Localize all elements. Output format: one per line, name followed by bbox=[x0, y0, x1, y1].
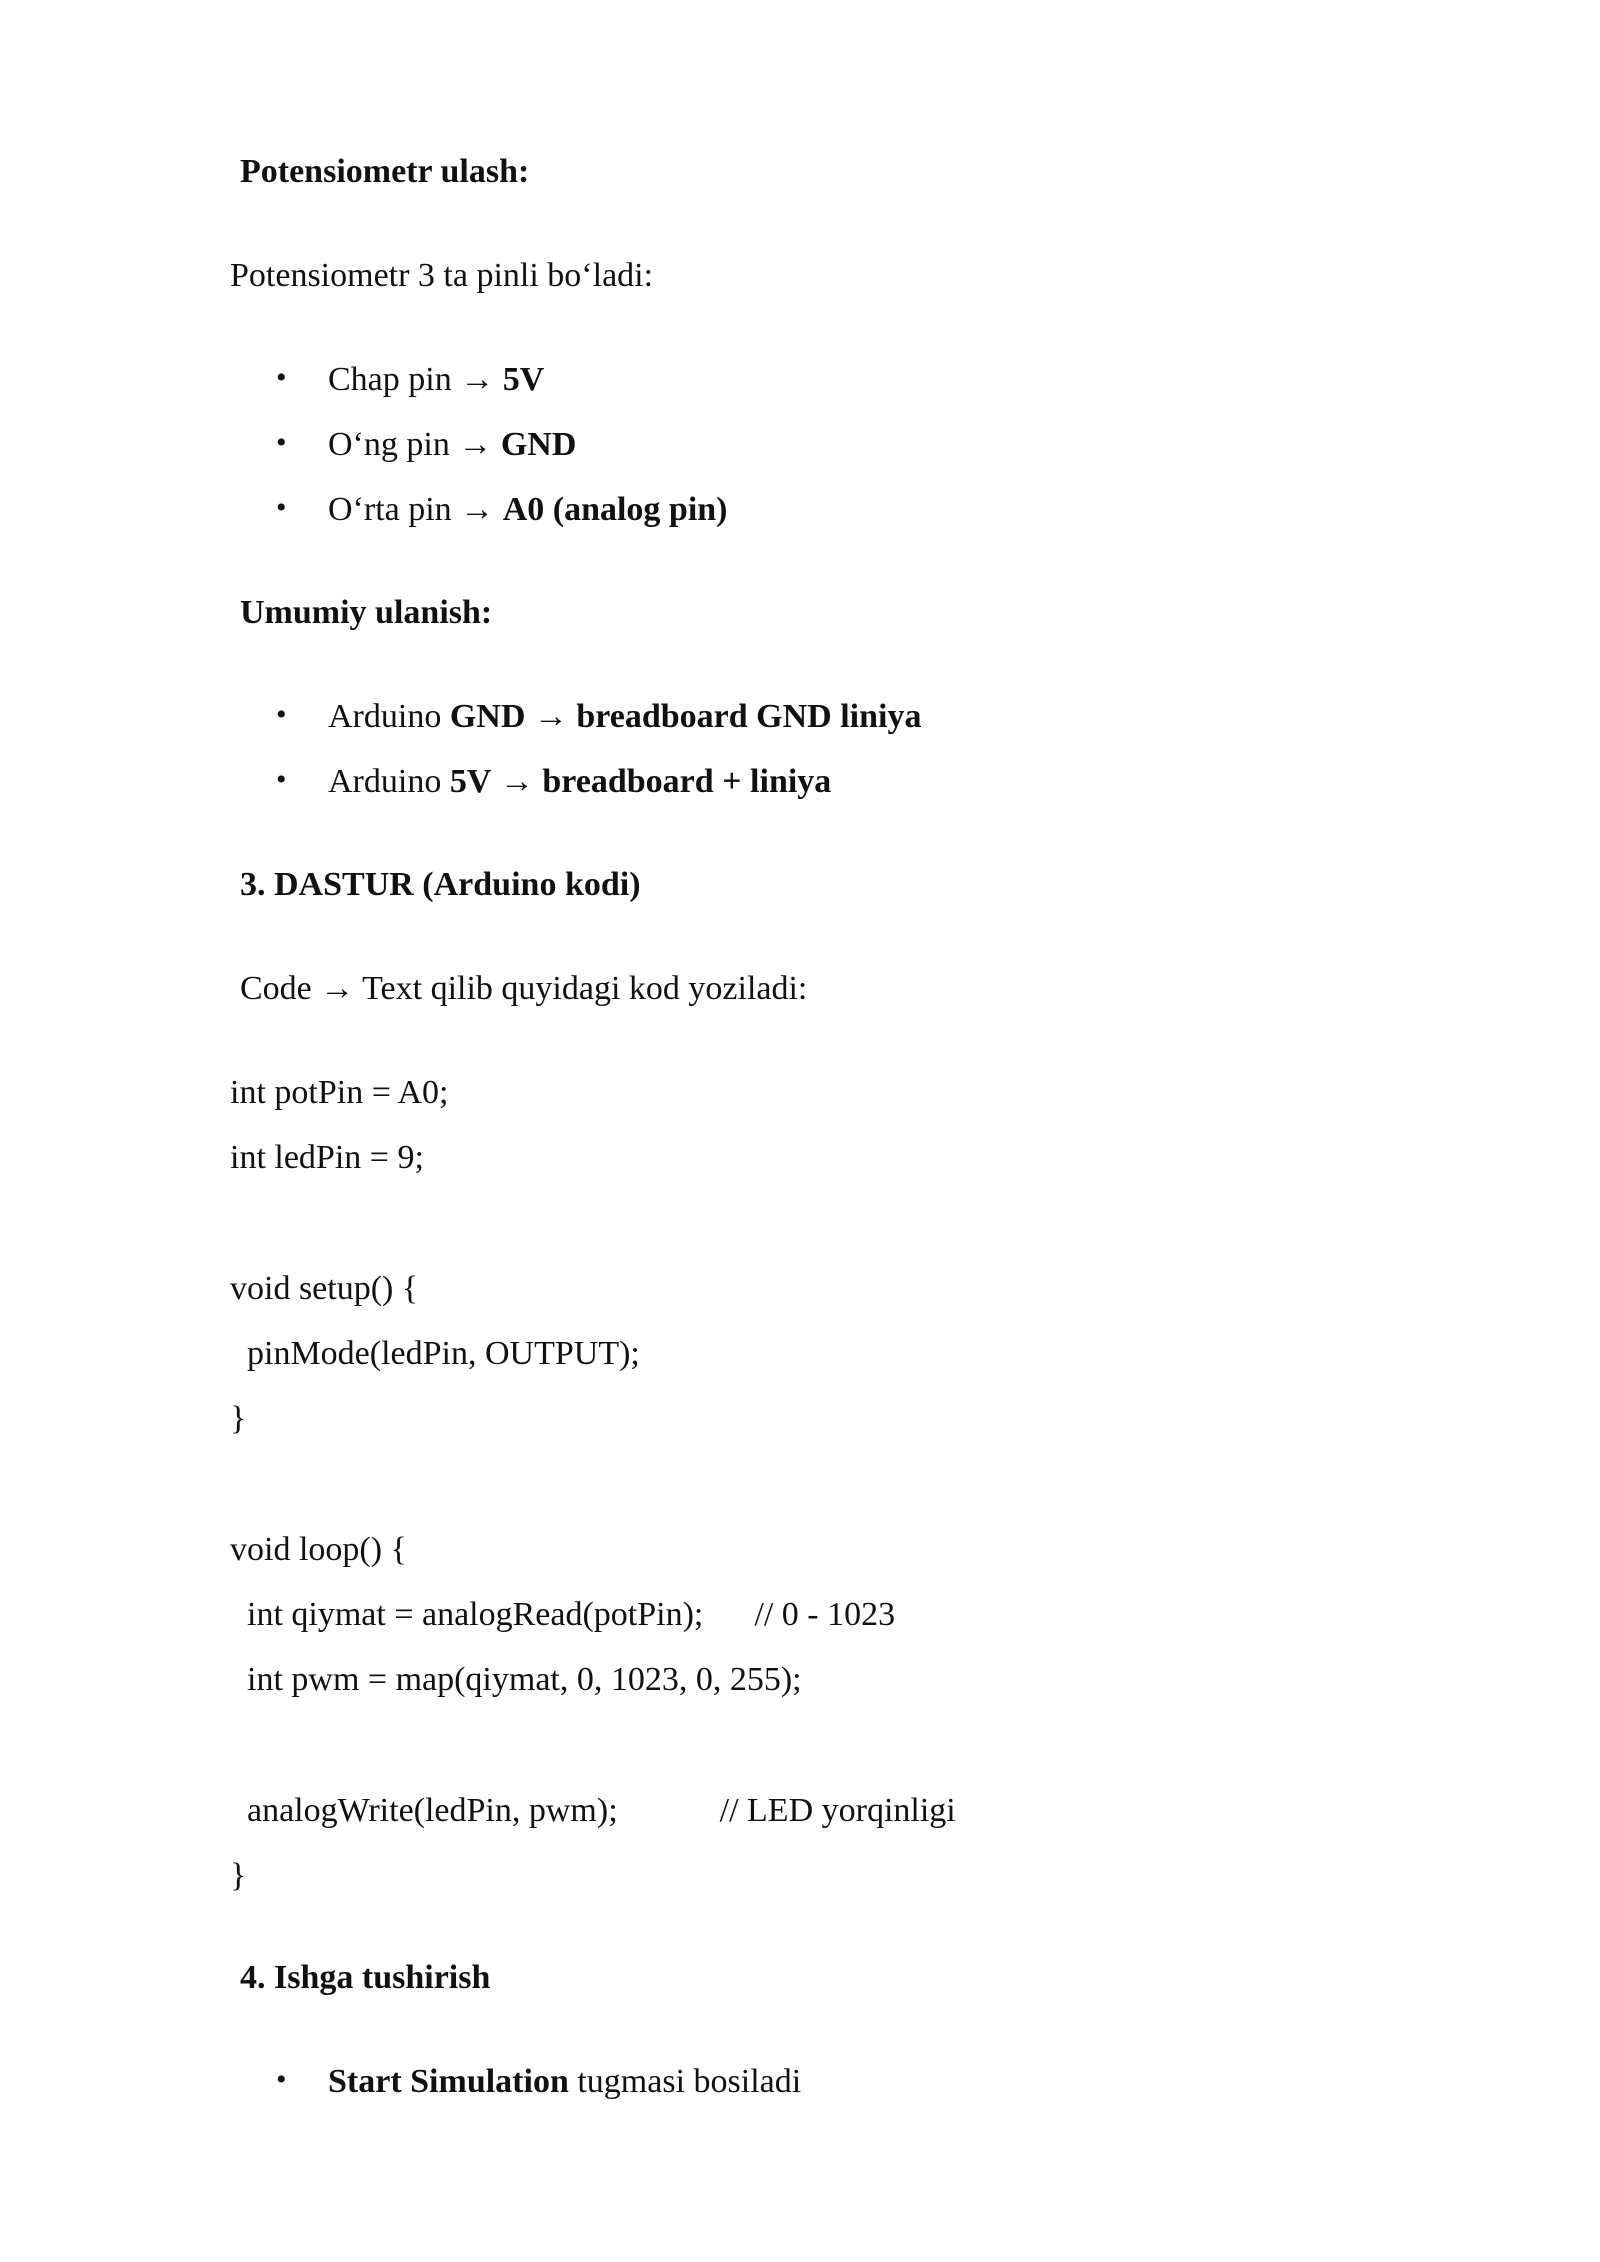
code-line: void setup() { bbox=[230, 1270, 419, 1307]
code-line: void loop() { bbox=[230, 1531, 407, 1568]
heading-ishga-tushirish: 4. Ishga tushirish bbox=[240, 1959, 491, 1996]
list-item-text: Arduino bbox=[328, 763, 450, 800]
code-line: } bbox=[230, 1857, 247, 1894]
bullet-icon: • bbox=[276, 763, 287, 796]
code-line: int potPin = A0; bbox=[230, 1074, 449, 1111]
code-line: int qiymat = analogRead(potPin); // 0 - 1023 bbox=[230, 1596, 896, 1633]
list-item-bold: GND bbox=[449, 698, 526, 735]
bullet-icon: • bbox=[276, 426, 287, 459]
paragraph-potensiometr-intro: Potensiometr 3 ta pinli bo‘ladi: bbox=[230, 257, 654, 294]
list-item-arrow: → bbox=[491, 763, 543, 800]
list-item-bold: A0 (analog pin) bbox=[502, 491, 728, 528]
list-item-text: Chap pin → bbox=[328, 361, 503, 398]
heading-dastur: 3. DASTUR (Arduino kodi) bbox=[240, 866, 641, 903]
code-line: pinMode(ledPin, OUTPUT); bbox=[230, 1335, 640, 1372]
list-item-bold: 5V bbox=[449, 763, 492, 800]
code-line: int ledPin = 9; bbox=[230, 1139, 424, 1176]
code-line: analogWrite(ledPin, pwm); // LED yorqinligi bbox=[230, 1792, 956, 1829]
list-item-text: Arduino bbox=[328, 698, 450, 735]
heading-potensiometr: Potensiometr ulash: bbox=[240, 153, 530, 190]
bullet-icon: • bbox=[276, 491, 287, 524]
bullet-icon: • bbox=[276, 361, 287, 394]
list-item-arrow: → bbox=[525, 698, 577, 735]
list-item-bold: breadboard + liniya bbox=[542, 763, 832, 800]
code-line: } bbox=[230, 1400, 247, 1437]
heading-umumiy-ulanish: Umumiy ulanish: bbox=[240, 594, 493, 631]
bullet-icon: • bbox=[276, 2063, 287, 2096]
list-item-bold: Start Simulation bbox=[328, 2063, 569, 2100]
list-item-bold: 5V bbox=[502, 361, 545, 398]
paragraph-dastur-intro: Code → Text qilib quyidagi kod yoziladi: bbox=[240, 970, 808, 1007]
list-item-bold: GND bbox=[500, 426, 577, 463]
list-item-text: O‘rta pin → bbox=[328, 491, 503, 528]
code-line: int pwm = map(qiymat, 0, 1023, 0, 255); bbox=[230, 1661, 802, 1698]
bullet-icon: • bbox=[276, 698, 287, 731]
list-item-text: O‘ng pin → bbox=[328, 426, 501, 463]
list-item-bold: breadboard GND liniya bbox=[576, 698, 922, 735]
list-item-text: tugmasi bosiladi bbox=[568, 2063, 802, 2100]
